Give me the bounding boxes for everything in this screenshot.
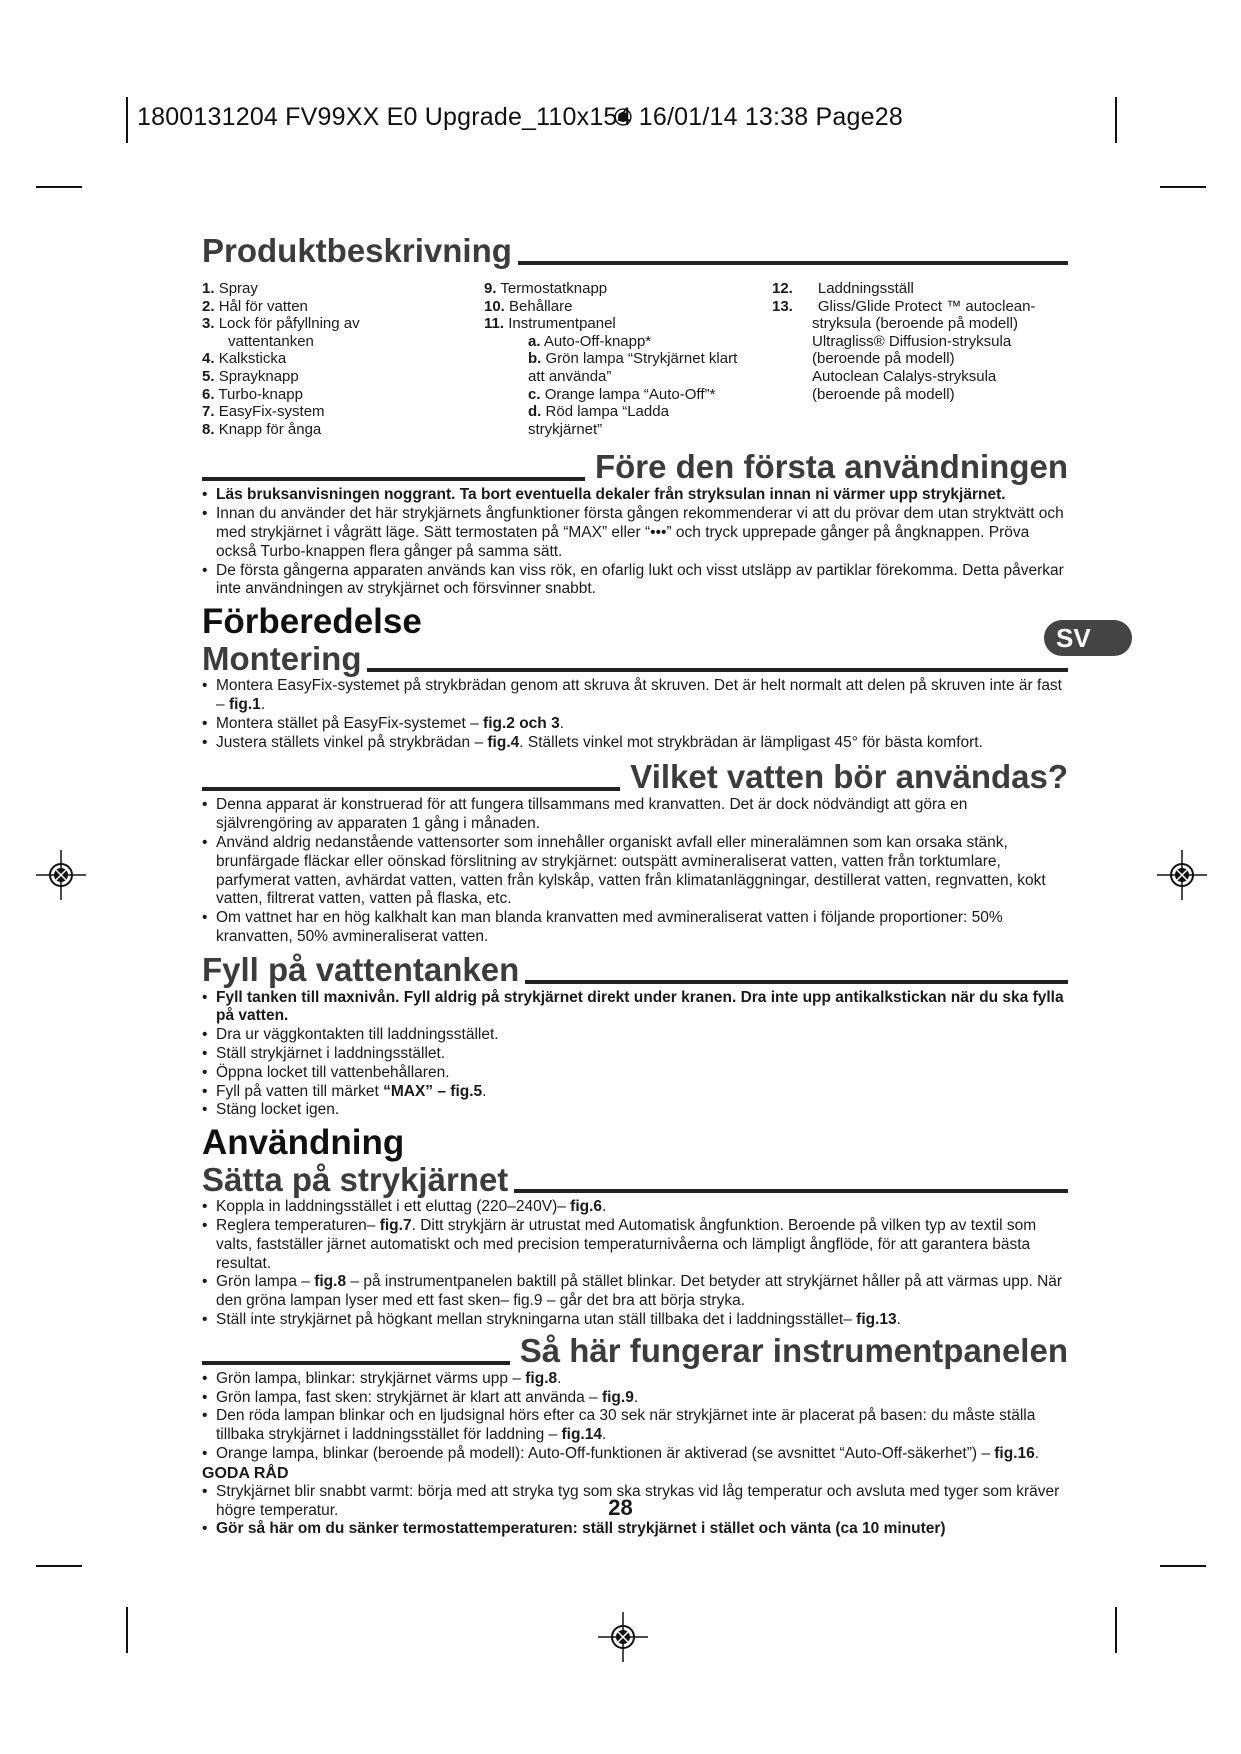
bullet-text: .: [559, 714, 565, 732]
item-number: 5.: [202, 367, 215, 385]
bullet-text: Justera ställets vinkel på strykbrädan –: [216, 733, 488, 751]
bullet-text: Denna apparat är konstruerad för att fungera tillsammans med kranvatten. Det är dock nödvändigt att göra en självrengöring av apparaten 1 gång i månaden.: [216, 796, 968, 833]
parts-list-item: [202, 315, 484, 333]
figure-reference: “MAX” – fig.5: [383, 1082, 483, 1100]
parts-list-item: [772, 350, 1068, 368]
section-montering-heading: [202, 641, 1068, 677]
bullet-item: [202, 715, 1068, 734]
bullet-text: Montera EasyFix-systemet på strykbrädan genom att skruva åt skruven. Det är helt normalt att delen på skruven inte är fast –: [216, 677, 1062, 713]
item-number: 4.: [202, 350, 215, 368]
figure-reference: fig.6: [570, 1198, 603, 1216]
figure-reference: fig.8: [314, 1273, 347, 1291]
item-label: Auto-Off-knapp*: [543, 332, 652, 350]
bullet-text: Koppla in laddningsstället i ett eluttag (220–240V)–: [216, 1198, 571, 1216]
parts-list-item: [202, 298, 484, 316]
bullet-text: De första gångerna apparaten används kan viss rök, en ofarlig lukt och visst utsläpp av partiklar förekomma. Detta påverkar inte användningen av strykjärnet och försvinner snabbt.: [216, 561, 1064, 598]
bullet-text: Strykjärnet blir snabbt varmt: börja med att stryka tyg som ska strykas vid låg temperatur och avsluta med tyger som kräver högre temperatur.: [216, 1482, 1060, 1519]
bullet-text: Orange lampa, blinkar (beroende på modell): Auto-Off-funktionen är aktiverad (se avsnittet “Auto-Off-säkerhet”) –: [216, 1445, 995, 1463]
heading-rule: [514, 1189, 1068, 1193]
section-title: Så här fungerar instrumentpanelen: [519, 1331, 1068, 1369]
parts-list-item: [484, 403, 772, 421]
bullet-text: . Ställets vinkel mot strykbrädan är lämpligast 45° för bästa komfort.: [519, 733, 983, 751]
bullet-item: [202, 1445, 1068, 1464]
parts-list-item: [772, 298, 1068, 316]
parts-list-item: [202, 280, 484, 298]
bullet-item: [202, 1273, 1068, 1311]
item-label: strykjärnet”: [528, 420, 603, 438]
item-number: a.: [528, 332, 541, 350]
item-label: Ultragliss® Diffusion-stryksula: [812, 332, 1012, 350]
item-number: 6.: [202, 385, 215, 403]
section-title: Sätta på strykjärnet: [202, 1161, 509, 1199]
crop-mark-h-right-bottom: [1160, 1565, 1206, 1567]
crop-mark-h-left-top: [36, 186, 82, 188]
figure-reference: fig.14: [561, 1426, 602, 1444]
figure-reference: fig.1: [228, 695, 261, 713]
figure-reference: fig.4: [487, 733, 520, 751]
bullet-text: Grön lampa, fast sken: strykjärnet är klart att använda –: [216, 1388, 602, 1406]
item-number: 9.: [484, 280, 497, 297]
bullet-text: Grön lampa, blinkar: strykjärnet värms upp –: [216, 1369, 526, 1387]
bullet-text: Den röda lampan blinkar och en ljudsignal hörs efter ca 30 sek när strykjärnet inte är placerat på basen: du måste ställa tillbaka strykjärnet i laddningsstället för laddning –: [216, 1407, 1036, 1444]
section-produkt-heading: [202, 232, 1068, 270]
heading-rule: [202, 787, 620, 791]
bullet-item: [202, 505, 1068, 561]
bullet-text: Läs bruksanvisningen noggrant. Ta bort eventuella dekaler från stryksulan innan ni värmer upp strykjärnet.: [216, 486, 1006, 504]
figure-reference: fig.16: [994, 1445, 1035, 1463]
parts-list-item: [202, 350, 484, 368]
figure-reference: fig.7: [379, 1217, 412, 1235]
bullet-text: Dra ur väggkontakten till laddningsstället.: [216, 1026, 499, 1044]
parts-list-item: [202, 333, 484, 351]
item-label: Hål för vatten: [218, 297, 308, 315]
bullet-item: [202, 989, 1068, 1027]
bullet-text: Stäng locket igen.: [216, 1101, 340, 1119]
bullet-text: Om vattnet har en hög kalkhalt kan man blanda kranvatten med avmineraliserat vatten i följande proportioner: 50% kranvatten, 50% avmineraliserat vatten.: [216, 909, 1003, 945]
item-label: Autoclean Calalys-stryksula: [812, 367, 997, 385]
item-label: Lock för påfyllning av: [218, 315, 360, 333]
item-label: Kalksticka: [218, 350, 287, 368]
bullet-item: [202, 486, 1068, 505]
bullet-item: [202, 1101, 1068, 1120]
registration-mark-bottom-icon: [598, 1612, 648, 1662]
item-number: 11.: [484, 315, 505, 333]
panel-list: [202, 1370, 1068, 1464]
heading-rule: [367, 668, 1068, 672]
section-title: Produktbeskrivning: [202, 232, 512, 269]
item-label: Behållare: [509, 297, 573, 315]
item-number: 2.: [202, 297, 215, 315]
bullet-text: Ställ strykjärnet i laddningsstället.: [216, 1045, 446, 1063]
bullet-text: . Ditt strykjärn är utrustat med Automatisk ångfunktion. Beroende på vilken typ av textil som valts, fastställer järnet automatiskt och med precision temperaturnivåerna och lämpligt ångflöde, för att garantera bästa resultat.: [216, 1217, 1037, 1272]
section-satta-heading: [202, 1162, 1068, 1198]
bullet-text: Öppna locket till vattenbehållaren.: [216, 1063, 450, 1081]
bullet-item: [202, 1045, 1068, 1064]
language-badge: SV: [1044, 620, 1132, 656]
item-label: (beroende på modell): [812, 350, 955, 368]
bullet-item: [202, 677, 1068, 715]
section-title: Före den första användningen: [594, 448, 1068, 486]
bullet-text: Använd aldrig nedanstående vattensorter som innehåller organiskt avfall eller mineralämnen som kan orsaka stänk, brunfärgade fläckar eller oönskad förslitning av strykjärnet: outspätt avmineraliserat vatten, vatten från torktumlare, parfymerat vatten, avhärdat vatten, vatten från kylskåp, vatten från klimatanläggningar, destillerat vatten, regnvatten, kokt vatten, filtrerat vatten, vatten på flaska, etc.: [216, 833, 1046, 908]
figure-reference: fig.13: [856, 1311, 897, 1329]
section-fore-heading: [202, 448, 1068, 486]
product-parts-list: [202, 280, 1068, 438]
parts-list-item: [484, 315, 772, 333]
heading-rule: [202, 477, 585, 481]
bullet-item: [202, 1389, 1068, 1408]
crop-mark-right-top: [1115, 97, 1117, 143]
item-label: Grön lampa “Strykjärnet klart: [545, 350, 738, 368]
parts-list-item: [484, 421, 772, 439]
bullet-item: [202, 1217, 1068, 1273]
item-number: 8.: [202, 420, 215, 438]
parts-column-2: [484, 280, 772, 438]
registration-mark-left-icon: [36, 850, 86, 900]
bullet-item: [202, 734, 1068, 753]
bullet-text: .: [557, 1369, 562, 1387]
bullet-text: .: [260, 695, 266, 713]
parts-list-item: [772, 368, 1068, 386]
item-number: b.: [528, 350, 542, 368]
heading-rule: [518, 261, 1068, 265]
satta-list: [202, 1198, 1068, 1330]
crop-mark-left-bottom: [126, 1607, 128, 1653]
crop-mark-h-right-top: [1160, 186, 1206, 188]
figure-reference: fig.2 och 3: [483, 714, 560, 732]
document-body: [202, 232, 1068, 1539]
parts-list-item: [202, 421, 484, 439]
parts-list-item: [772, 280, 1068, 298]
print-slug-header: 1800131204 FV99XX E0 Upgrade_110x154 16/01/14 13:38 Page28: [137, 103, 903, 131]
bullet-item: [202, 562, 1068, 600]
section-fyll-heading: [202, 951, 1068, 989]
crop-mark-right-bottom: [1115, 1607, 1117, 1653]
parts-list-item: [484, 298, 772, 316]
parts-list-item: [484, 386, 772, 404]
heading-rule: [525, 980, 1068, 984]
bullet-item: [202, 796, 1068, 834]
bullet-text: Fyll på vatten till märket: [216, 1082, 384, 1100]
figure-reference: fig.9: [601, 1388, 634, 1406]
parts-list-item: [772, 386, 1068, 404]
item-label: Gliss/Glide Protect ™ autoclean-: [817, 297, 1036, 315]
heading-rule: [202, 1361, 510, 1365]
parts-column-3: [772, 280, 1068, 438]
item-label: att använda”: [528, 367, 612, 385]
item-label: Instrumentpanel: [508, 315, 616, 333]
bullet-text: Gör så här om du sänker termostattemperaturen: ställ strykjärnet i stället och vänta (ca 10 minuter): [216, 1520, 946, 1538]
section-vatten-heading: [202, 758, 1068, 796]
item-label: Turbo-knapp: [218, 385, 303, 403]
item-number: 10.: [484, 297, 505, 315]
parts-list-item: [202, 403, 484, 421]
bullet-text: .: [601, 1426, 607, 1444]
item-label: Termostatknapp: [500, 280, 608, 297]
item-number: 12.: [772, 280, 793, 297]
item-label: (beroende på modell): [812, 385, 955, 403]
bullet-text: – på instrumentpanelen baktill på stället blinkar. Det betyder att strykjärnet håller på att värmas upp. När den gröna lampan lyser med ett fast sken– fig.9 – går det bra att börja stryka.: [216, 1273, 1063, 1310]
item-number: 1.: [202, 280, 215, 297]
bullet-text: .: [1034, 1445, 1040, 1463]
parts-list-item: [202, 386, 484, 404]
bullet-text: Fyll tanken till maxnivån. Fyll aldrig på strykjärnet direkt under kranen. Dra inte upp antikalkstickan när du ska fylla på vatten.: [216, 988, 1064, 1025]
bullet-item: [202, 1407, 1068, 1445]
chapter-title: Användning: [202, 1123, 405, 1163]
bullet-item: [202, 1083, 1068, 1102]
chapter-title: Förberedelse: [202, 602, 422, 642]
bullet-text: .: [633, 1388, 639, 1406]
registration-mark-right-icon: [1157, 850, 1207, 900]
parts-list-item: [772, 315, 1068, 333]
item-number: 13.: [772, 297, 793, 315]
parts-list-item: [772, 333, 1068, 351]
parts-list-item: [484, 333, 772, 351]
fyll-list: [202, 989, 1068, 1121]
parts-list-item: [484, 368, 772, 386]
montering-list: [202, 677, 1068, 752]
item-label: Knapp för ånga: [218, 420, 322, 438]
bullet-text: .: [896, 1311, 901, 1329]
crop-mark-h-left-bottom: [36, 1565, 82, 1567]
item-label: stryksula (beroende på modell): [812, 315, 1018, 333]
bullet-text: Montera stället på EasyFix-systemet –: [216, 714, 484, 732]
item-label: Laddningsställ: [817, 280, 914, 297]
item-label: vattentanken: [228, 332, 314, 350]
item-label: EasyFix-system: [218, 403, 325, 421]
bullet-item: [202, 1311, 1068, 1330]
vatten-list: [202, 796, 1068, 946]
bullet-item: [202, 1026, 1068, 1045]
parts-list-item: [484, 350, 772, 368]
item-number: 3.: [202, 315, 215, 333]
parts-list-item: [484, 280, 772, 298]
bullet-text: Reglera temperaturen–: [216, 1217, 380, 1235]
item-number: d.: [528, 403, 542, 421]
bullet-text: .: [482, 1082, 487, 1100]
bullet-item: [202, 909, 1068, 947]
bullet-item: [202, 1520, 1068, 1539]
section-title: Vilket vatten bör användas?: [630, 758, 1068, 796]
item-number: 7.: [202, 403, 215, 421]
bullet-text: Grön lampa –: [216, 1273, 315, 1291]
bullet-item: [202, 1198, 1068, 1217]
item-number: c.: [528, 385, 541, 403]
bullet-item: [202, 834, 1068, 909]
parts-column-1: [202, 280, 484, 438]
item-label: Spray: [218, 280, 258, 297]
bullet-text: .: [602, 1198, 607, 1216]
bullet-text: Ställ inte strykjärnet på högkant mellan strykningarna utan ställ tillbaka det i laddningsstället–: [216, 1311, 857, 1329]
item-label: Sprayknapp: [218, 367, 299, 385]
bullet-item: [202, 1064, 1068, 1083]
section-title: Fyll på vattentanken: [202, 950, 520, 988]
crop-mark-left-top: [126, 97, 128, 143]
section-title: Montering: [202, 640, 362, 678]
figure-reference: fig.8: [525, 1369, 558, 1387]
page-number: 28: [608, 1495, 633, 1520]
item-label: Röd lampa “Ladda: [545, 403, 669, 421]
parts-list-item: [202, 368, 484, 386]
fore-list: [202, 486, 1068, 599]
goda-rad-title: GODA RÅD: [202, 1464, 289, 1482]
item-label: Orange lampa “Auto-Off”*: [544, 385, 716, 403]
section-panel-heading: [202, 1332, 1068, 1370]
bullet-text: Innan du använder det här strykjärnets ångfunktioner första gången rekommenderar vi att du prövar dem utan stryktvätt och med strykjärnet i vågrätt läge. Sätt termostaten på “MAX” eller “•••” och tryck upprepade gånger på ångknappen. Pröva också Turbo-knappen flera gånger på samma sätt.: [216, 505, 1064, 560]
bullet-item: [202, 1370, 1068, 1389]
